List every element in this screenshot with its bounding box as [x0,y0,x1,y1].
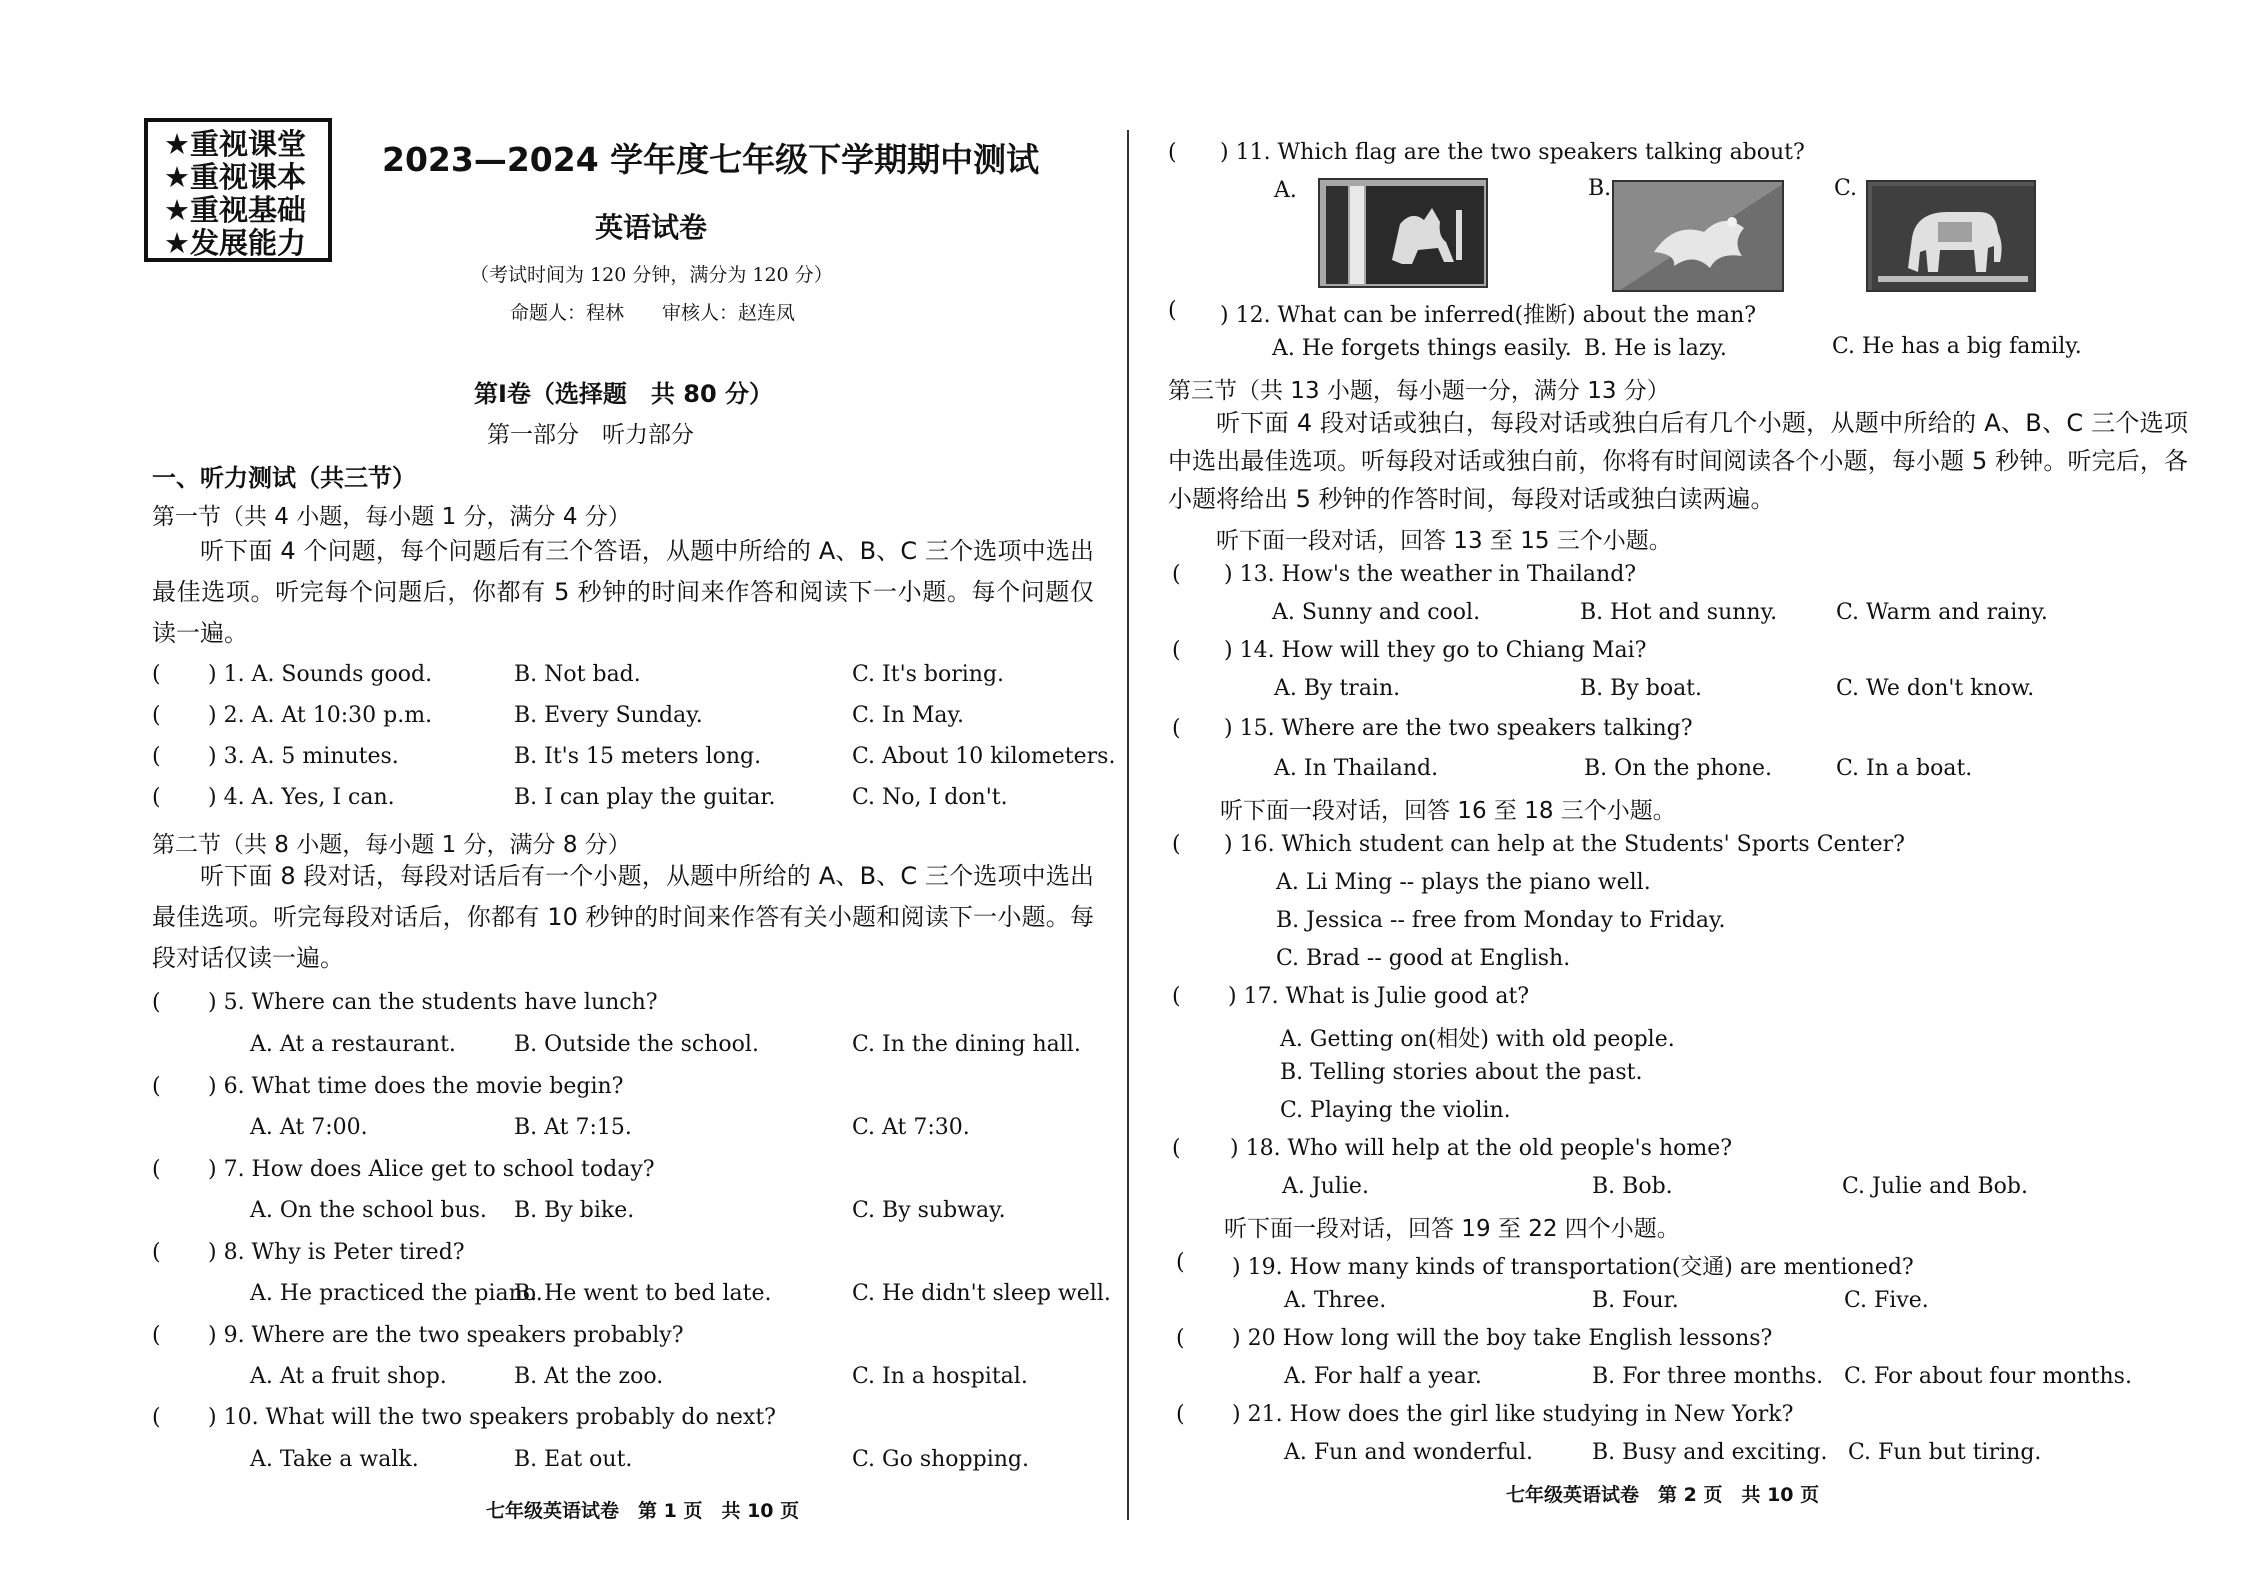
elephant-flag-icon [1868,182,2036,292]
answer-bracket[interactable]: ( [1176,1326,1185,1351]
question-15: ) 15. Where are the two speakers talking? [1224,716,1693,741]
question-8: ) 8. Why is Peter tired? [208,1240,465,1265]
option-b: B. By bike. [514,1198,635,1223]
question-9: ) 9. Where are the two speakers probably? [208,1323,684,1348]
option-c: C. Julie and Bob. [1842,1174,2028,1199]
answer-bracket[interactable]: ( [152,703,161,728]
option-b: B. On the phone. [1584,756,1773,781]
answer-bracket[interactable]: ( [152,1074,161,1099]
part-title: 第一部分 听力部分 [487,422,694,448]
question-20: ) 20 How long will the boy take English lessons? [1232,1326,1773,1351]
dragon-flag-icon [1614,182,1784,292]
exam-info: （考试时间为 120 分钟，满分为 120 分） [470,264,833,286]
page-footer: 七年级英语试卷 第 2 页 共 10 页 [1506,1484,1820,1506]
option-b: B. For three months. [1592,1364,1824,1389]
option-c: C. Brad -- good at English. [1276,946,1571,971]
option-a: A. In Thailand. [1274,756,1439,781]
option-a: A. Fun and wonderful. [1284,1440,1534,1465]
question-21: ) 21. How does the girl like studying in New York? [1232,1402,1794,1427]
question-13: ) 13. How's the weather in Thailand? [1224,562,1637,587]
right-page [1120,0,2242,1586]
question-3: ) 3. A. 5 minutes. [208,744,399,769]
question-14: ) 14. How will they go to Chiang Mai? [1224,638,1647,663]
section1-instructions: 听下面 4 个问题，每个问题后有三个答语，从题中所给的 A、B、C 三个选项中选出最佳选项。听完每个问题后，你都有 5 秒钟的时间来作答和阅读下一小题。每个问题仅读一遍。 [152,537,1094,647]
question-16: ) 16. Which student can help at the Students' Sports Center? [1224,832,1905,857]
volume-title: 第Ⅰ卷（选择题 共 80 分） [474,380,774,408]
intro-16-18: 听下面一段对话，回答 16 至 18 三个小题。 [1220,798,1676,824]
stamp-line: ★发展能力 [164,226,306,260]
option-c: C. Go shopping. [852,1447,1029,1472]
option-a-label: A. [1274,178,1297,203]
authors: 命题人：程林 审核人：赵连凤 [510,302,796,324]
option-c: C. No, I don't. [852,785,1008,810]
option-a: A. At a restaurant. [250,1032,456,1057]
option-c: C. For about four months. [1844,1364,2132,1389]
answer-bracket[interactable]: ( [1172,1136,1181,1161]
option-b: B. Every Sunday. [514,703,703,728]
option-c: C. He has a big family. [1832,334,2082,359]
answer-bracket[interactable]: ( [1168,140,1177,165]
intro-13-15: 听下面一段对话，回答 13 至 15 三个小题。 [1216,528,1672,554]
flag-elephant-image[interactable] [1866,180,2036,292]
exam-title: 2023—2024 学年度七年级下学期期中测试 [382,140,1040,179]
option-b: B. It's 15 meters long. [514,744,762,769]
answer-bracket[interactable]: ( [1176,1250,1185,1275]
answer-bracket[interactable]: ( [1172,638,1181,663]
option-c: C. We don't know. [1836,676,2035,701]
intro-19-22: 听下面一段对话，回答 19 至 22 四个小题。 [1224,1216,1680,1242]
lion-flag-icon [1320,180,1488,288]
option-a: A. By train. [1274,676,1401,701]
flag-lion-image[interactable] [1318,178,1488,288]
option-a: A. Three. [1284,1288,1387,1313]
option-a: A. Take a walk. [250,1447,419,1472]
left-page [0,0,1120,1586]
answer-bracket[interactable]: ( [152,990,161,1015]
option-b: B. Eat out. [514,1447,633,1472]
answer-bracket[interactable]: ( [152,744,161,769]
question-17: ) 17. What is Julie good at? [1228,984,1530,1009]
question-7: ) 7. How does Alice get to school today? [208,1157,655,1182]
question-5: ) 5. Where can the students have lunch? [208,990,658,1015]
option-c: C. Fun but tiring. [1848,1440,2042,1465]
section2-title: 第二节（共 8 小题，每小题 1 分，满分 8 分） [152,832,631,858]
subject-title: 英语试卷 [595,211,708,244]
answer-bracket[interactable]: ( [1172,562,1181,587]
option-a: A. At 7:00. [250,1115,368,1140]
option-c: C. In a boat. [1836,756,1973,781]
option-b: B. He is lazy. [1584,336,1727,361]
question-1: ) 1. A. Sounds good. [208,662,433,687]
option-c: C. He didn't sleep well. [852,1281,1111,1306]
answer-bracket[interactable]: ( [152,785,161,810]
option-b: B. By boat. [1580,676,1703,701]
option-a: A. Getting on(相处) with old people. [1280,1027,1675,1052]
option-b: B. Jessica -- free from Monday to Friday. [1276,908,1726,933]
option-c: C. About 10 kilometers. [852,744,1116,769]
option-b: B. Bob. [1592,1174,1673,1199]
option-b: B. At the zoo. [514,1364,664,1389]
option-c: C. In a hospital. [852,1364,1028,1389]
option-b: B. I can play the guitar. [514,785,776,810]
page-footer: 七年级英语试卷 第 1 页 共 10 页 [486,1500,800,1522]
option-b: B. Not bad. [514,662,641,687]
option-c: C. Warm and rainy. [1836,600,2048,625]
option-a: A. Sunny and cool. [1272,600,1481,625]
option-c: C. In the dining hall. [852,1032,1081,1057]
flag-dragon-image[interactable] [1612,180,1784,292]
option-c: C. It's boring. [852,662,1005,687]
question-18: ) 18. Who will help at the old people's home? [1230,1136,1733,1161]
section2-instructions: 听下面 8 段对话，每段对话后有一个小题，从题中所给的 A、B、C 三个选项中选出最佳选项。听完每段对话后，你都有 10 秒钟的时间来作答有关小题和阅读下一小题。每段对话仅读一遍。 [152,862,1094,972]
option-b: B. He went to bed late. [514,1281,772,1306]
answer-bracket[interactable]: ( [152,1405,161,1430]
answer-bracket[interactable]: ( [1172,832,1181,857]
option-a: A. He practiced the piano. [250,1281,543,1306]
answer-bracket[interactable]: ( [1172,716,1181,741]
option-b: B. Busy and exciting. [1592,1440,1828,1465]
option-c: C. Five. [1844,1288,1929,1313]
option-b: B. Telling stories about the past. [1280,1060,1643,1085]
option-c: C. Playing the violin. [1280,1098,1511,1123]
section3-title: 第三节（共 13 小题，每小题一分，满分 13 分） [1168,378,1670,404]
question-11: ) 11. Which flag are the two speakers talking about? [1220,140,1805,165]
option-c: C. In May. [852,703,965,728]
answer-bracket[interactable]: ( [1172,984,1181,1009]
option-a: A. He forgets things easily. [1272,336,1572,361]
option-c-label: C. [1834,176,1858,201]
option-a: A. On the school bus. [250,1198,487,1223]
option-b: B. Four. [1592,1288,1679,1313]
listening-title: 一、听力测试（共三节） [152,464,416,492]
answer-bracket[interactable]: ( [152,1323,161,1348]
stamp-line: ★重视课本 [164,160,306,194]
option-a: A. Li Ming -- plays the piano well. [1276,870,1651,895]
answer-bracket[interactable]: ( [1168,298,1177,323]
question-4: ) 4. A. Yes, I can. [208,785,395,810]
question-6: ) 6. What time does the movie begin? [208,1074,624,1099]
question-2: ) 2. A. At 10:30 p.m. [208,703,433,728]
question-10: ) 10. What will the two speakers probably do next? [208,1405,776,1430]
option-c: C. At 7:30. [852,1115,970,1140]
question-19: ) 19. How many kinds of transportation(交通) are mentioned? [1232,1255,1914,1280]
option-c: C. By subway. [852,1198,1006,1223]
option-b: B. At 7:15. [514,1115,632,1140]
option-b: B. Outside the school. [514,1032,759,1057]
stamp-line: ★重视课堂 [164,127,306,161]
answer-bracket[interactable]: ( [1176,1402,1185,1427]
answer-bracket[interactable]: ( [152,662,161,687]
stamp-line: ★重视基础 [164,193,306,227]
question-12: ) 12. What can be inferred(推断) about the man? [1220,303,1757,328]
section1-title: 第一节（共 4 小题，每小题 1 分，满分 4 分） [152,504,631,530]
option-a: A. Julie. [1282,1174,1369,1199]
answer-bracket[interactable]: ( [152,1240,161,1265]
section3-instructions: 听下面 4 段对话或独白，每段对话或独白后有几个小题，从题中所给的 A、B、C 三个选项中选出最佳选项。听每段对话或独白前，你将有时间阅读各个小题，每小题 5 秒钟。听完后，各小题将给出 5 秒钟的作答时间，每段对话或独白读两遍。 [1168,409,2188,513]
option-a: A. For half a year. [1284,1364,1482,1389]
option-b-label: B. [1588,176,1612,201]
option-b: B. Hot and sunny. [1580,600,1778,625]
answer-bracket[interactable]: ( [152,1157,161,1182]
emphasis-stamp [144,118,332,262]
option-a: A. At a fruit shop. [250,1364,447,1389]
